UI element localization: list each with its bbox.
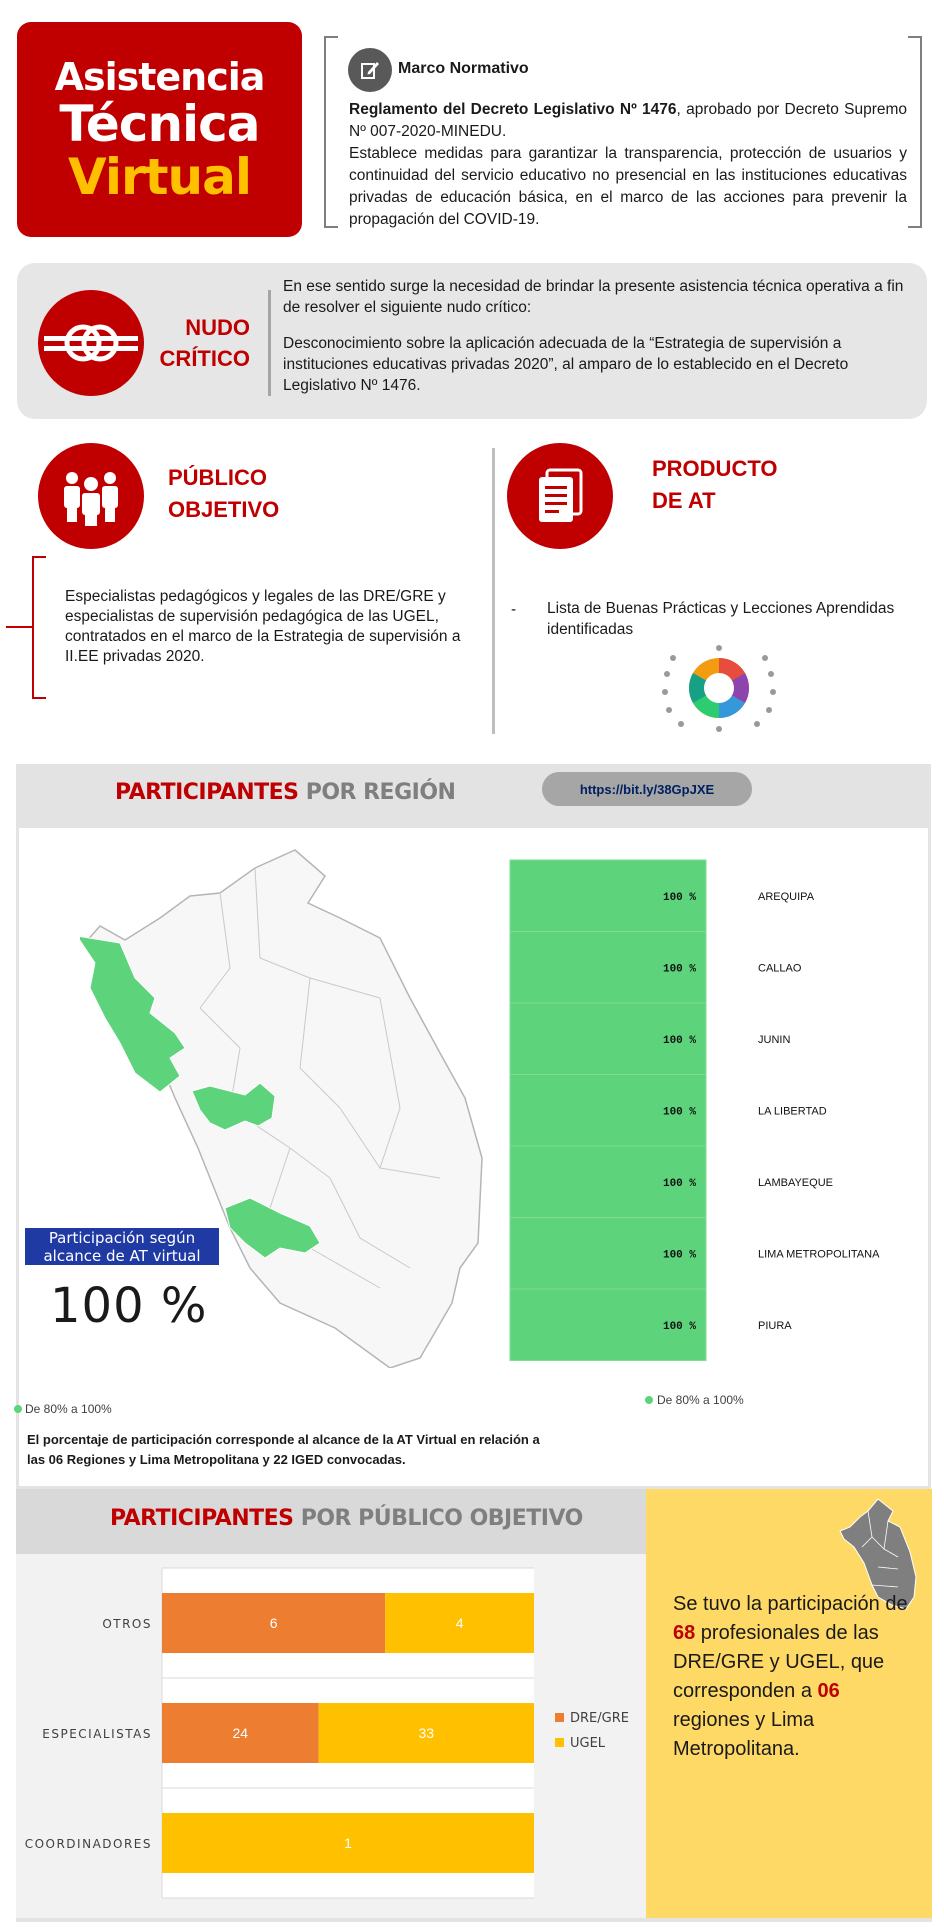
producto-bullet: - — [511, 601, 517, 618]
audience-legend-swatch — [555, 1738, 564, 1747]
map-note: El porcentaje de participación corresponde al alcance de la AT Virtual en relación a las 06 Regiones y Lima Metropolitana y 22 IGED convocadas. — [27, 1432, 540, 1467]
marco-rest: , aprobado por Decreto Supremo Nº 007-2020-MINEDU. — [349, 101, 908, 140]
region-link[interactable] — [542, 772, 752, 806]
marco-text — [349, 99, 907, 231]
section-divider — [492, 448, 495, 734]
audience-bar-value: 1 — [344, 1835, 352, 1851]
region-category-label: CALLAO — [758, 962, 802, 975]
audience-legend-label: DRE/GRE — [570, 1711, 629, 1726]
marco-heading: Marco Normativo — [398, 60, 529, 77]
audience-bar-value: 24 — [232, 1725, 249, 1741]
producto-title-1: PRODUCTO — [652, 456, 778, 481]
audience-legend-swatch — [555, 1713, 564, 1722]
producto-text: Lista de Buenas Prácticas y Lecciones Aprendidas identificadas — [547, 600, 895, 638]
edit-icon — [348, 48, 392, 92]
nudo-text-2: Desconocimiento sobre la aplicación adecuada de la “Estrategia de supervisión a instituciones educativas privadas 2020”, al amparo de lo establecido en el Decreto Legislativo Nº 1476. — [283, 335, 849, 394]
publico-title — [168, 462, 279, 526]
nudo-title-1: NUDO — [185, 315, 250, 340]
audience-title-red: PARTICIPANTES — [110, 1506, 294, 1531]
region-title-red: PARTICIPANTES — [115, 780, 299, 805]
audience-bar-value: 33 — [418, 1725, 435, 1741]
region-chart-legend-text: De 80% a 100% — [657, 1393, 744, 1407]
publico-title-1: PÚBLICO — [168, 465, 267, 490]
region-bar-value: 100 % — [662, 1034, 696, 1047]
region-category-label: LAMBAYEQUE — [758, 1176, 833, 1189]
region-bar-value: 100 % — [662, 1106, 696, 1119]
title-banner — [17, 22, 302, 237]
audience-legend-label: UGEL — [570, 1736, 606, 1751]
region-category-label: AREQUIPA — [758, 890, 815, 903]
bracket-left — [324, 36, 338, 228]
publico-tick — [6, 626, 32, 628]
summary-number-1: 68 — [673, 1622, 696, 1644]
producto-title-2: DE AT — [652, 488, 716, 513]
map-legend-text: De 80% a 100% — [25, 1402, 112, 1416]
region-category-label: JUNIN — [758, 1033, 791, 1046]
publico-text: Especialistas pedagógicos y legales de las DRE/GRE y especialistas de supervisión pedagógica de las UGEL, contratados en el marco de la Estrategia de supervisión a II.EE privadas 2020. — [65, 588, 461, 665]
summary-part-3: regiones y Lima Metropolitana. — [673, 1709, 815, 1760]
people-icon — [38, 443, 144, 549]
audience-bar-value: 4 — [455, 1615, 464, 1631]
region-category-label: LA LIBERTAD — [758, 1105, 827, 1118]
nudo-text-1: En ese sentido surge la necesidad de brindar la presente asistencia técnica operativa a fin de resolver el siguiente nudo crítico: — [283, 278, 904, 316]
legend-dot — [14, 1405, 22, 1413]
audience-title-grey: POR PÚBLICO OBJETIVO — [293, 1506, 583, 1531]
audience-bar-value: 6 — [269, 1615, 278, 1631]
producto-title — [652, 453, 778, 517]
legend-dot — [645, 1396, 653, 1404]
bottom-border — [16, 1918, 932, 1922]
knot-icon — [38, 290, 144, 396]
title-line-1: Asistencia — [54, 54, 265, 99]
audience-title — [110, 1506, 583, 1531]
audience-category-label: ESPECIALISTAS — [42, 1727, 152, 1741]
practices-wheel-image — [653, 644, 785, 732]
region-category-label: LIMA METROPOLITANA — [758, 1248, 880, 1261]
audience-category-label: OTROS — [102, 1617, 152, 1631]
region-category-label: PIURA — [758, 1319, 792, 1332]
region-link-text[interactable]: https://bit.ly/38GpJXE — [579, 781, 715, 797]
participation-label: Participación según alcance de AT virtual — [25, 1228, 219, 1265]
marco-paragraph: Establece medidas para garantizar la transparencia, protección de usuarios y continuidad del servicio educativo no presencial en las instituciones educativas privadas de educación básica, en el marco de las acciones para prevenir la propagación del COVID-19. — [349, 145, 907, 228]
title-line-2: Técnica — [59, 94, 260, 153]
region-bar-value: 100 % — [662, 963, 696, 976]
audience-bar-chart — [16, 1554, 646, 1918]
region-bar-value: 100 % — [662, 891, 696, 904]
region-chart-legend — [645, 1393, 744, 1407]
publico-title-2: OBJETIVO — [168, 497, 280, 522]
document-icon — [507, 443, 613, 549]
summary-text — [673, 1590, 913, 1764]
region-bar-value: 100 % — [662, 1177, 696, 1190]
summary-part-2: profesionales de las DRE/GRE y UGEL, que corresponden a — [673, 1622, 885, 1702]
summary-number-2: 06 — [817, 1680, 840, 1702]
participation-value: 100 % — [50, 1278, 208, 1334]
publico-bracket — [32, 556, 46, 699]
summary-part-1: Se tuvo la participación de — [673, 1593, 908, 1615]
audience-category-label: COORDINADORES — [24, 1837, 152, 1851]
region-bar-value: 100 % — [662, 1320, 696, 1333]
bracket-right — [908, 36, 922, 228]
region-title-grey: POR REGIÓN — [298, 780, 456, 805]
region-bar-chart — [508, 858, 928, 1363]
marco-bold: Reglamento del Decreto Legislativo Nº 1476 — [349, 101, 677, 118]
nudo-title — [150, 312, 250, 374]
region-title — [115, 780, 455, 805]
region-bar-value: 100 % — [662, 1249, 696, 1262]
map-legend — [14, 1402, 112, 1416]
title-line-3: Virtual — [68, 147, 251, 206]
nudo-divider — [268, 290, 271, 396]
nudo-title-2: CRÍTICO — [159, 346, 250, 371]
